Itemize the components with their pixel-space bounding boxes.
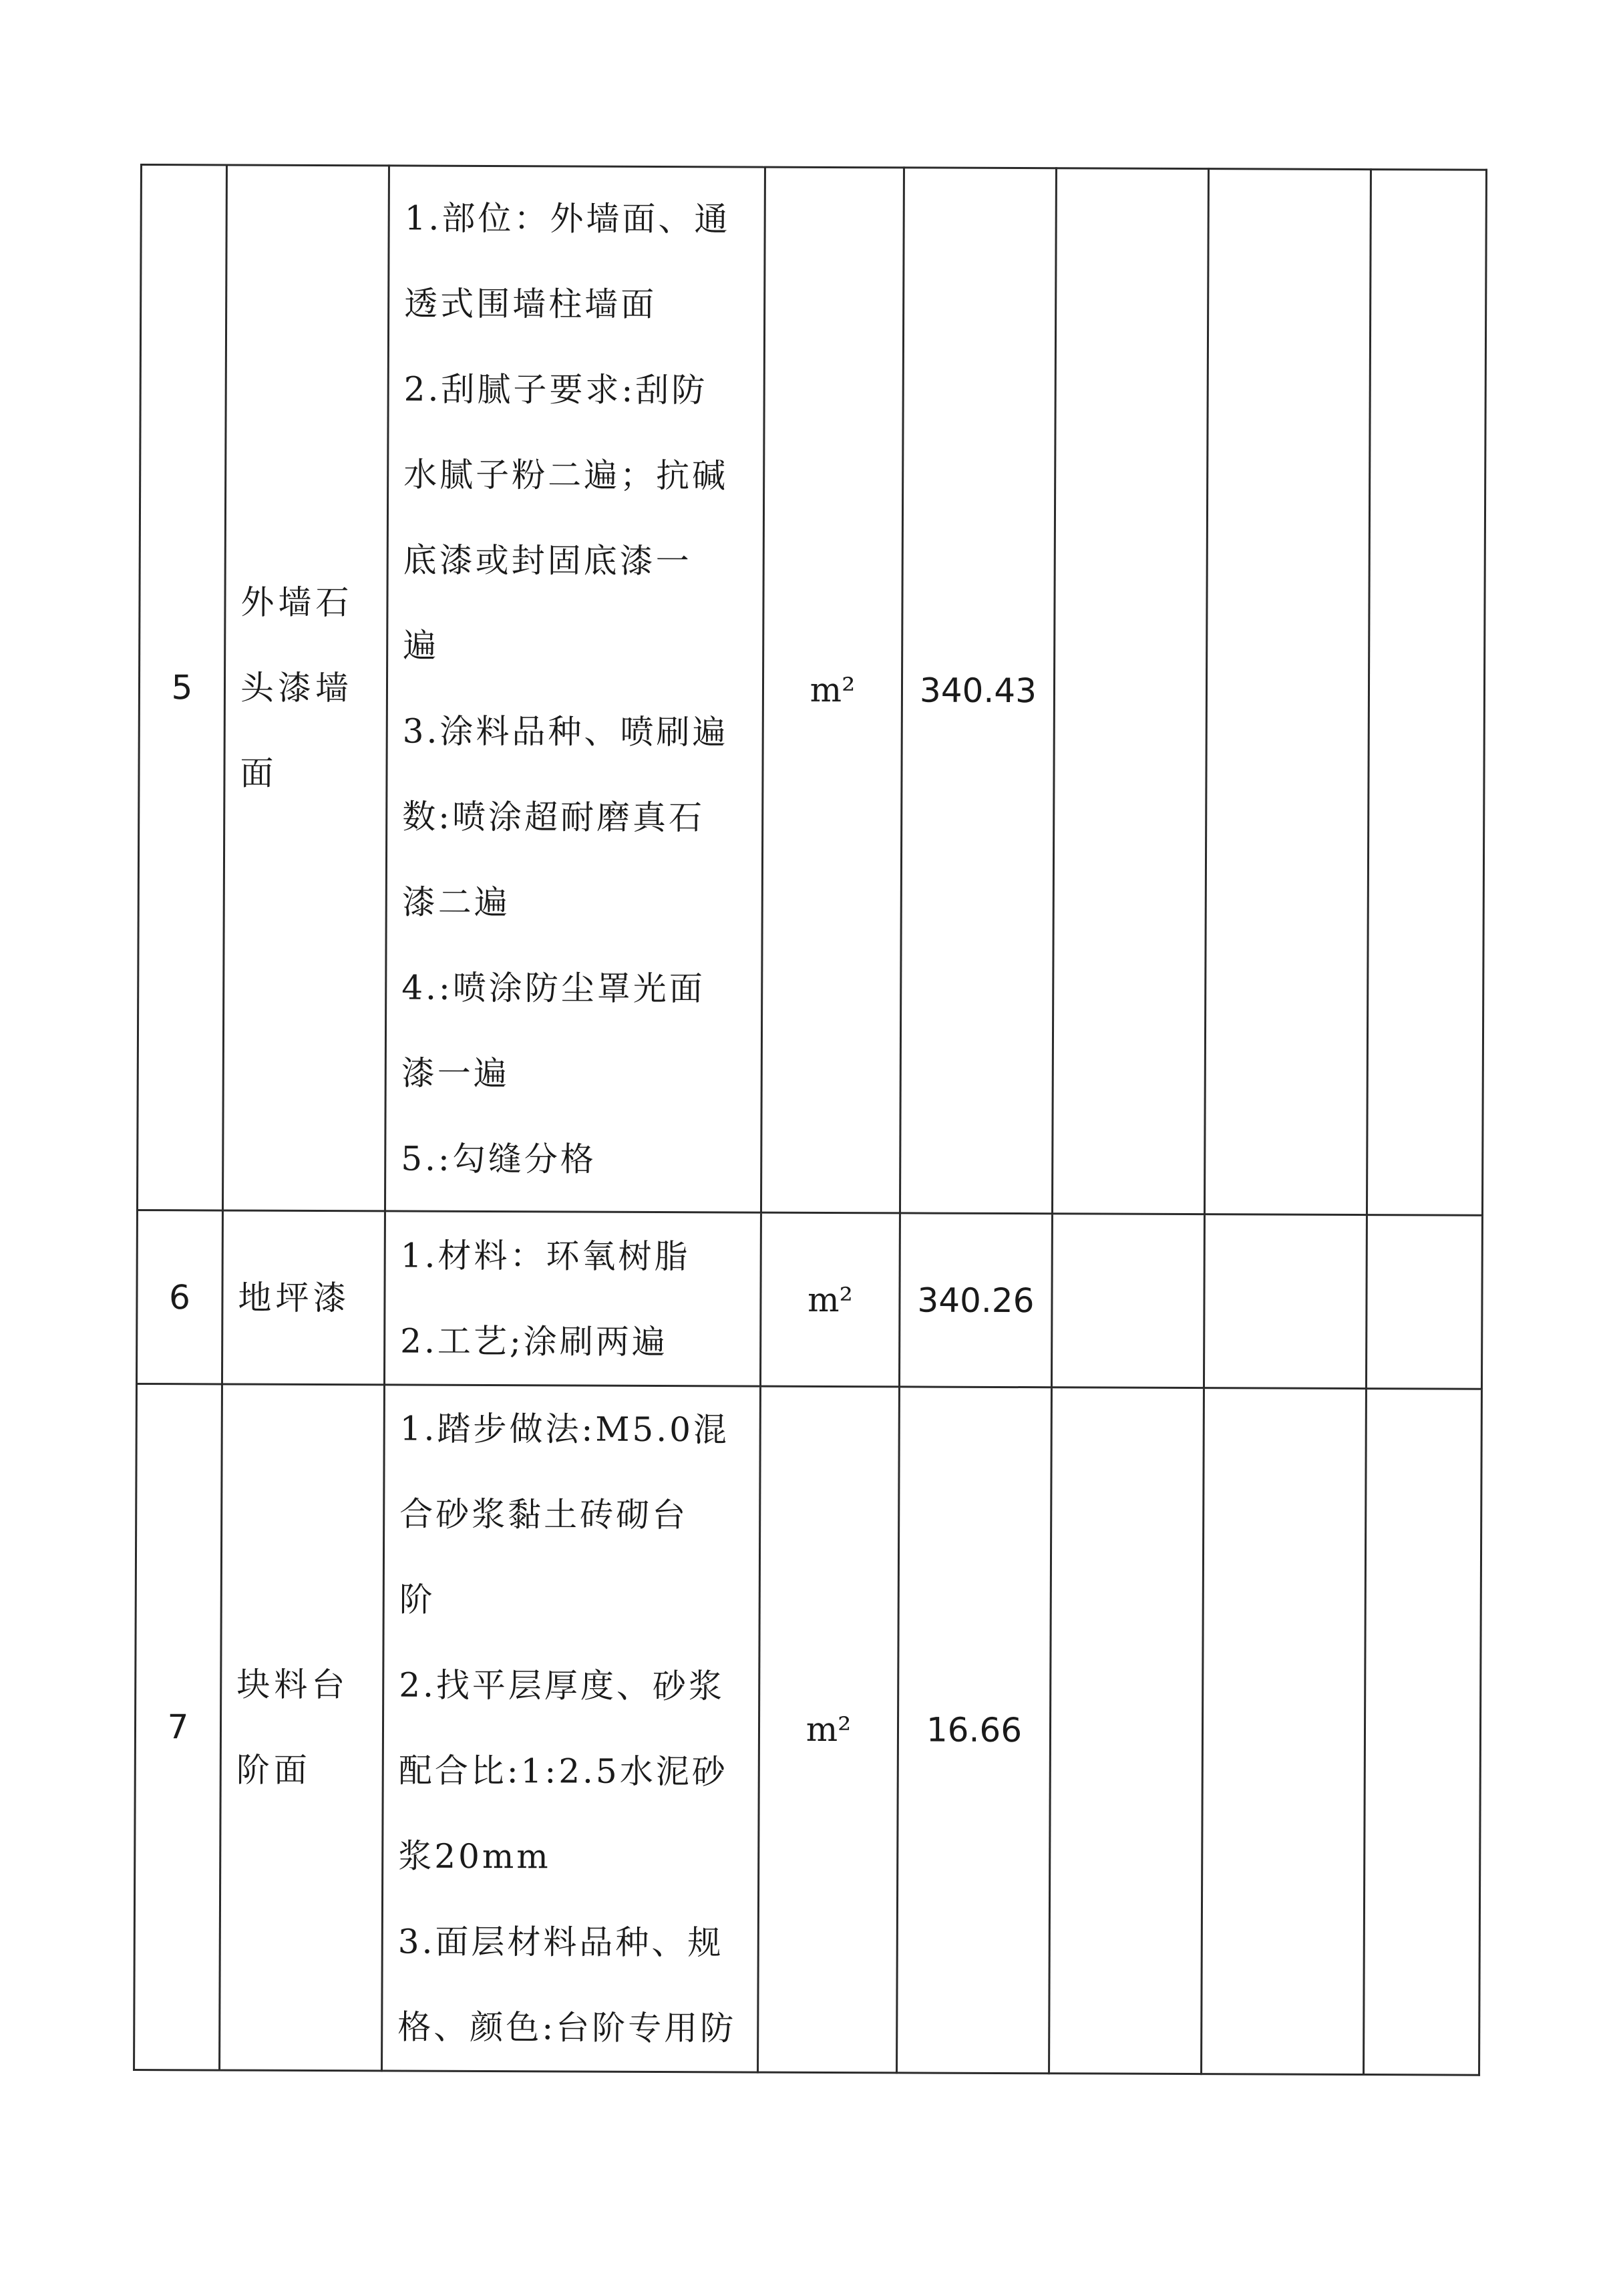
description-line: 底漆或封固底漆一 — [403, 540, 692, 581]
unit-cell — [761, 167, 904, 1213]
description-line: 5.:勾缝分格 — [401, 1139, 596, 1179]
description-line: 透式围墙柱墙面 — [404, 284, 657, 324]
description-line: 4.:喷涂防尘罩光面 — [401, 968, 705, 1009]
item-description-cell — [384, 1211, 761, 1386]
unit-label: m² — [808, 1280, 853, 1319]
empty-cell — [1204, 1214, 1367, 1389]
table-row — [137, 165, 1486, 1216]
empty-cell — [1052, 168, 1208, 1214]
item-description-cell — [382, 1385, 761, 2072]
empty-cell — [1049, 1387, 1204, 2074]
item-name: 地坪漆 — [238, 1278, 351, 1317]
item-number-cell: 5 — [137, 165, 226, 1210]
item-description — [383, 1385, 759, 2071]
description-line: 2.找平层厚度、砂浆 — [399, 1665, 725, 1706]
item-name: 外墙石头漆墙面 — [240, 583, 353, 793]
unit-label: m² — [810, 670, 856, 710]
item-description-cell — [385, 166, 765, 1212]
quantity-cell: 16.66 — [897, 1387, 1052, 2074]
empty-cell — [1367, 170, 1486, 1216]
quantity-cell: 340.26 — [899, 1213, 1052, 1387]
item-description — [386, 175, 764, 1202]
item-description — [385, 1212, 760, 1385]
item-name: 块料台阶面 — [236, 1665, 349, 1790]
description-line: 2.刮腻子要求:刮防 — [403, 369, 708, 410]
description-line: 合砂浆黏土砖砌台 — [399, 1494, 689, 1535]
empty-cell — [1364, 1389, 1482, 2076]
bill-of-quantities-table — [133, 164, 1487, 2076]
description-line: 1.部位：外墙面、通 — [404, 198, 731, 239]
table-row — [134, 1383, 1482, 2075]
description-line: 3.面层材料品种、规 — [397, 1922, 724, 1963]
quantity-cell: 340.43 — [900, 168, 1056, 1214]
unit-label: m² — [806, 1709, 852, 1750]
item-number-cell: 7 — [134, 1383, 222, 2070]
description-line: 3.涂料品种、喷刷遍 — [402, 711, 729, 752]
item-name-cell — [222, 1210, 385, 1385]
description-line: 水腻子粉二遍；抗碱 — [403, 455, 729, 496]
item-name-cell — [220, 1384, 385, 2071]
description-line: 格、颜色:台阶专用防 — [397, 2007, 737, 2048]
empty-cell — [1202, 1388, 1367, 2075]
empty-cell — [1051, 1214, 1204, 1388]
description-line: 漆一遍 — [401, 1053, 510, 1094]
description-line: 遍 — [403, 626, 439, 665]
description-line: 1.材料：环氧树脂 — [400, 1236, 691, 1276]
description-line: 2.工艺;涂刷两遍 — [400, 1321, 668, 1361]
description-line: 浆20mm — [398, 1836, 551, 1876]
description-line: 数:喷涂超耐磨真石 — [402, 797, 705, 838]
description-line: 阶 — [399, 1580, 435, 1619]
description-line: 漆二遍 — [401, 882, 510, 923]
item-number-cell: 6 — [136, 1210, 222, 1383]
item-name-cell — [222, 165, 389, 1211]
unit-cell — [760, 1212, 900, 1387]
description-line: 1.踏步做法:M5.0混 — [399, 1409, 730, 1450]
unit-cell — [758, 1386, 900, 2073]
empty-cell — [1366, 1215, 1482, 1389]
empty-cell — [1204, 169, 1371, 1215]
description-line: 配合比:1:2.5水泥砂 — [398, 1751, 728, 1792]
table-row — [136, 1210, 1482, 1389]
